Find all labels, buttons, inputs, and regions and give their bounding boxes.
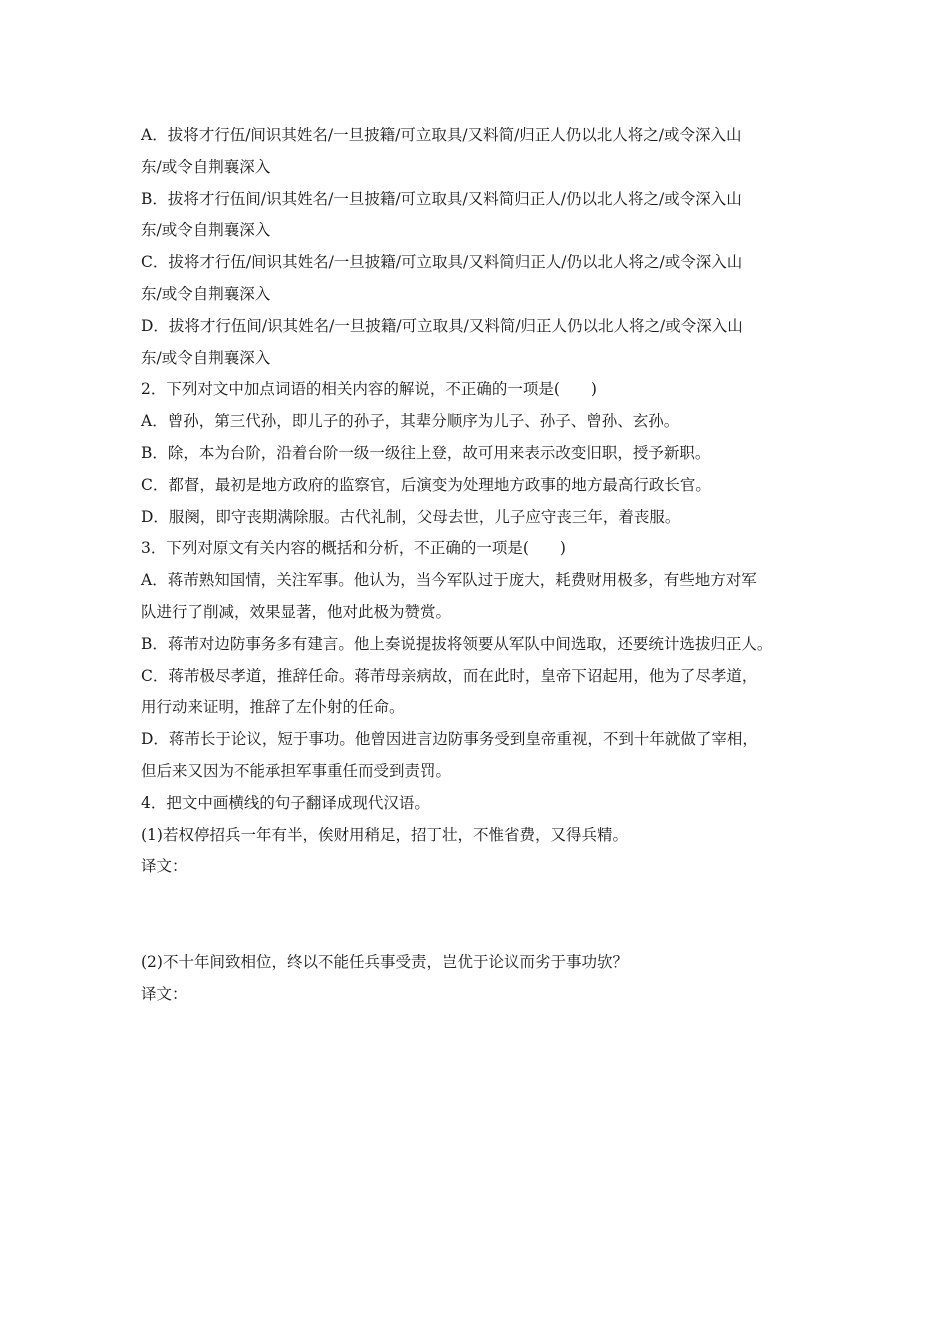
q3-option-a-line1: A．蒋芾熟知国情，关注军事。他认为，当今军队过于庞大，耗费财用极多，有些地方对军 [141,571,757,590]
q1-option-d-line2: 东/或令自荆襄深入 [141,348,271,367]
q1-option-a-line2: 东/或令自荆襄深入 [141,157,271,176]
q2-option-c: C．都督，最初是地方政府的监察官，后演变为处理地方政事的地方最高行政长官。 [141,475,711,494]
q1-option-c-line1: C．拔将才行伍/间识其姓名/一旦披籍/可立取具/又料简归正人/仍以北人将之/或令深入山 [141,253,743,272]
q2-option-a: A．曾孙，第三代孙，即儿子的孙子，其辈分顺序为儿子、孙子、曾孙、玄孙。 [141,412,680,431]
q1-option-c-line2: 东/或令自荆襄深入 [141,284,271,303]
q1-option-b-line2: 东/或令自荆襄深入 [141,221,271,240]
q2-stem: 2．下列对文中加点词语的相关内容的解说，不正确的一项是( ) [141,380,597,399]
q3-stem: 3．下列对原文有关内容的概括和分析，不正确的一项是( ) [141,539,566,558]
q1-option-b [141,184,813,248]
q1-option-d-line1: D．拔将才行伍间/识其姓名/一旦披籍/可立取具/又料简/归正人仍以北人将之/或令深入山 [141,316,743,335]
document-page [141,120,813,1011]
q3-option-c-line1: C．蒋芾极尽孝道，推辞任命。蒋芾母亲病故，而在此时，皇帝下诏起用，他为了尽孝道， [141,666,758,685]
q3-option-d-line1: D．蒋芾长于论议，短于事功。他曾因进言边防事务受到皇帝重视，不到十年就做了宰相， [141,730,758,749]
q4-sentence-2: (2)不十年间致相位，终以不能任兵事受责，岂优于论议而劣于事功欤？ [141,953,628,972]
answer-space-1 [141,883,813,947]
q4-translation-label-2: 译文： [141,984,188,1003]
q4-translation-label-1: 译文： [141,857,188,876]
q3-option-a-line2: 队进行了削减，效果显著，他对此极为赞赏。 [141,602,452,621]
q1-option-c [141,247,813,311]
q1-option-d [141,311,813,375]
q2-option-b: B．除，本为台阶，沿着台阶一级一级往上登，故可用来表示改变旧职，授予新职。 [141,443,711,462]
q1-option-a [141,120,813,184]
q2-option-d: D．服阕，即守丧期满除服。古代礼制，父母去世，儿子应守丧三年，着丧服。 [141,507,681,526]
q4-sentence-1: (1)若权停招兵一年有半，俟财用稍足，招丁壮，不惟省费，又得兵精。 [141,825,628,844]
q1-option-a-line1: A．拔将才行伍/间识其姓名/一旦披籍/可立取具/又料简/归正人仍以北人将之/或令深入山 [141,126,742,144]
q3-option-b-line1: B．蒋芾对边防事务多有建言。他上奏说提拔将领要从军队中间选取，还要统计选拔归正人。 [141,634,773,653]
q3-option-d-line2: 但后来又因为不能承担军事重任而受到责罚。 [141,761,452,780]
q1-option-b-line1: B．拔将才行伍间/识其姓名/一旦披籍/可立取具/又料简归正人/仍以北人将之/或令深入山 [141,189,742,208]
q4-stem: 4．把文中画横线的句子翻译成现代汉语。 [141,793,430,812]
q3-option-c-line2: 用行动来证明，推辞了左仆射的任命。 [141,698,405,717]
